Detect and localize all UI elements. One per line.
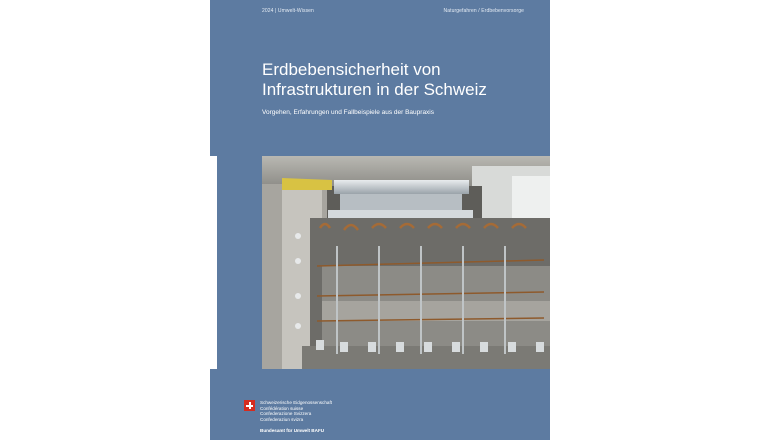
construction-photo-icon — [262, 156, 550, 369]
cover-header — [262, 8, 524, 14]
construction-photo — [262, 156, 550, 369]
title-line-2: Infrastrukturen in der Schweiz — [262, 80, 487, 99]
white-edge-strip — [210, 156, 217, 369]
confederation-rm: Confederaziun svizra — [260, 416, 304, 422]
confederation-logo — [244, 400, 332, 422]
cover-subtitle: Vorgehen, Erfahrungen und Fallbeispiele aus der Baupraxis — [262, 109, 435, 116]
confederation-fr: Confédération suisse — [260, 405, 304, 411]
confederation-names — [260, 400, 332, 422]
report-cover — [210, 0, 550, 440]
cover-title — [262, 60, 532, 100]
series-label: 2024 | Umwelt-Wissen — [262, 8, 314, 14]
confederation-de: Schweizerische Eidgenossenschaft — [260, 400, 333, 405]
category-label: Naturgefahren / Erdbebenvorsorge — [443, 8, 524, 14]
title-line-1: Erdbebensicherheit von — [262, 60, 441, 79]
swiss-flag-icon — [244, 400, 255, 411]
confederation-it: Confederazione Svizzera — [260, 411, 312, 417]
agency-name: Bundesamt für Umwelt BAFU — [260, 428, 325, 433]
